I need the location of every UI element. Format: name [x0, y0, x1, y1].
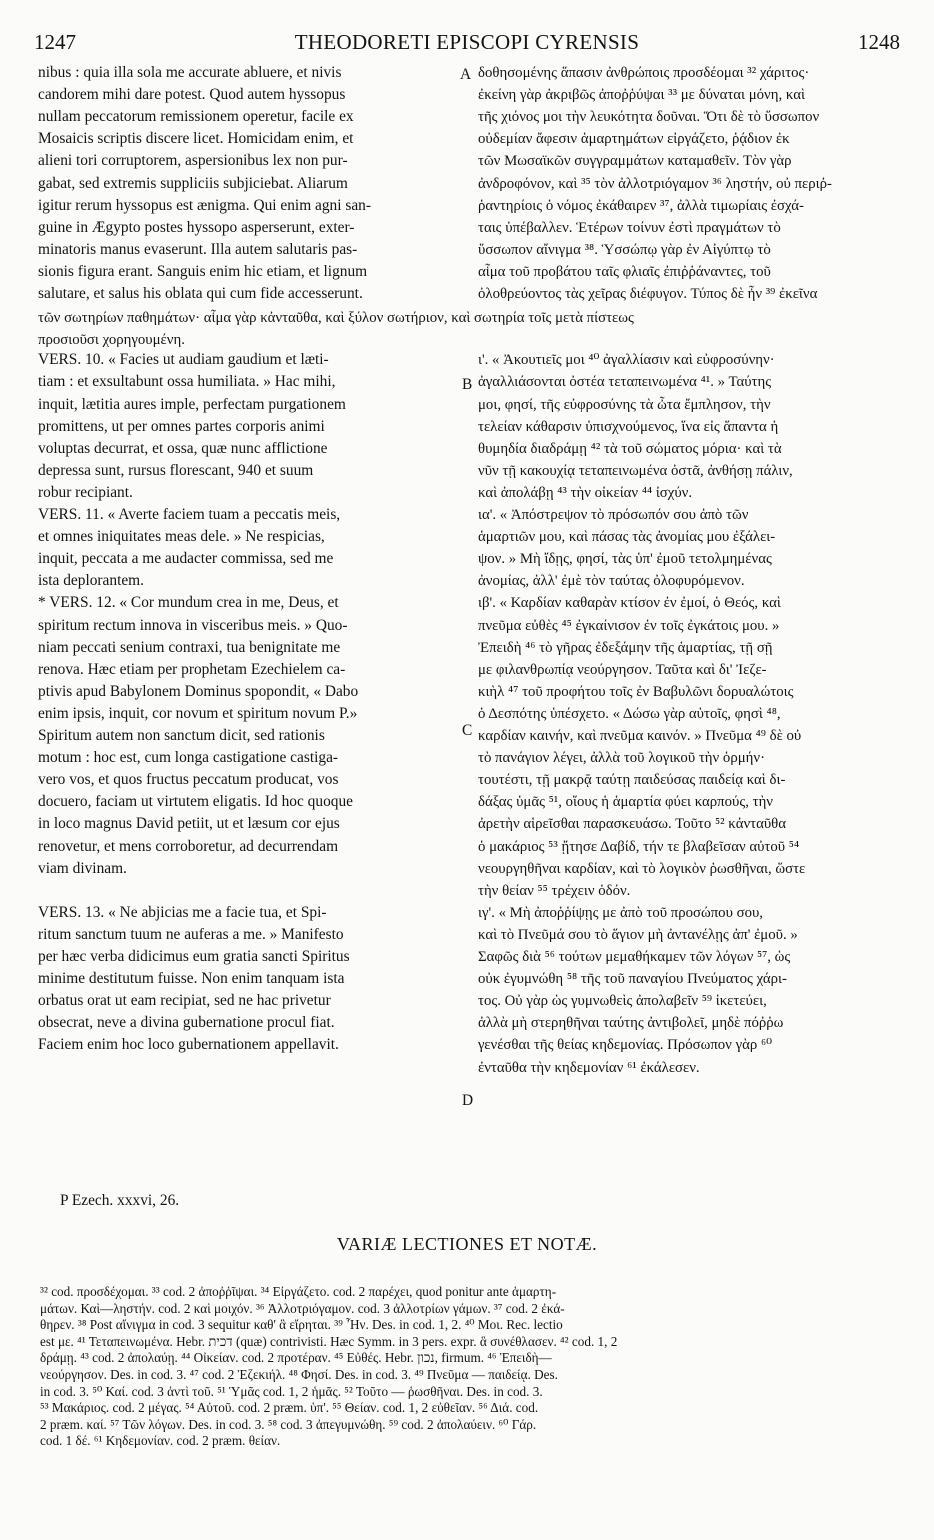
latin-text-line: nullam peccatorum remissionem operetur, facile ex	[38, 108, 354, 126]
latin-text-line: obsecrat, neve a divina gubernatione procul fiat.	[38, 1014, 335, 1032]
latin-text-line: VERS. 11. « Averte faciem tuam a peccatis meis,	[38, 506, 341, 523]
latin-text-line: minime destitutum fuisse. Non enim tanquam ista	[38, 970, 345, 988]
greek-text-line: ῥαντηρίοις ὁ νόμος ἐκάθαιρεν ³⁷, ἀλλὰ τιμωρίαις ἐσχά-	[478, 197, 804, 214]
greek-text-line: γενέσθαι τῆς θείας κηδεμονίας. Πρόσωπον γὰρ ⁶⁰	[478, 1037, 773, 1054]
latin-text-line: ptivis apud Babylonem Dominus spopondit, « Dabo	[38, 682, 359, 700]
latin-text-line: VERS. 10. « Facies ut audiam gaudium et læti-	[38, 351, 329, 369]
latin-text-line: inquit, lætitia aures imple, perfectam purgationem	[38, 395, 346, 413]
note-line: νεούργησον. Des. in cod. 3. ⁴⁷ cod. 2 Ἐζεκιήλ. ⁴⁸ Φησί. Des. in cod. 3. ⁴⁹ Πνεῦμα — παιδείᾳ. Des.	[40, 1367, 558, 1382]
greek-text-line: Ἐπειδὴ ⁴⁶ τὸ γῆρας ἐδεξάμην τῆς ἁμαρτίας, τῇ σῇ	[478, 639, 773, 656]
greek-text-line: ια'. « Ἀπόστρεψον τὸ πρόσωπόν σου ἀπὸ τῶν	[478, 507, 749, 523]
greek-text-line: τῶν Μωσαϊκῶν συγγραμμάτων καταμαθεῖν. Τὸν γὰρ	[478, 153, 792, 170]
greek-text-line: καρδίαν καινήν, καὶ πνεῦμα καινόν. » Πνεῦμα ⁴⁹ δὲ οὐ	[478, 728, 802, 744]
greek-text-line: με φιλανθρωπίᾳ νεούργησον. Ταῦτα καὶ δι' Ἰεζε-	[478, 661, 767, 678]
latin-text-line: in loco magnus David petiit, ut et læsum cor ejus	[38, 815, 340, 833]
latin-text-line: voluptas decurrat, et ossa, quæ nunc afflictione	[38, 439, 328, 457]
latin-text-line: robur recipiant.	[38, 483, 133, 501]
latin-text-line: orbatus orat ut eam recipiat, sed ne hac privetur	[38, 992, 331, 1010]
latin-text-line: per hæc verba didicimus eum gratia sancti Spiritus	[38, 948, 350, 965]
margin-mark-a: A	[460, 66, 472, 83]
greek-text-line: ψον. » Μὴ ἴδῃς, φησί, τὰς ὑπ' ἐμοῦ τετολμημένας	[478, 551, 772, 568]
greek-text-line: ταις ὑπέβαλλεν. Ἑτέρων τοίνυν ἐστὶ πραγμάτων τὸ	[478, 219, 781, 236]
page-number-right: 1248	[858, 30, 900, 54]
latin-text-line: depressa sunt, rursus florescant, 940 et suum	[38, 461, 314, 479]
latin-text-line: Faciem enim hoc loco gubernationem appellavit.	[38, 1036, 339, 1054]
greek-text-line: ἀλλὰ μὴ στερηθῆναι ταύτης ἀντιβολεῖ, μηδὲ πόῤῥω	[478, 1015, 784, 1032]
latin-text-line: alieni tori corruptorem, aspersionibus lex non pur-	[38, 152, 348, 170]
greek-text-line: ἀνομίας, ἀλλ' ἐμὲ τὸν ταύτας ὀλοφυρόμενον.	[478, 573, 745, 590]
note-line: in cod. 3. ⁵⁰ Καί. cod. 3 ἀντὶ τοῦ. ⁵¹ Ὑμᾶς cod. 1, 2 ἡμᾶς. ⁵² Τοῦτο — ῥωσθῆναι. Des. in cod. 3.	[40, 1383, 543, 1399]
latin-text-line: docuero, faciam ut virtutem eligatis. Id hoc quoque	[38, 793, 353, 811]
greek-text-line: τος. Οὐ γὰρ ὡς γυμνωθεὶς ἀπολαβεῖν ⁵⁹ ἱκετεύει,	[478, 993, 767, 1010]
greek-text-line: καὶ τὸ Πνεῦμά σου τὸ ἅγιον μὴ ἀντανέλῃς ἀπ' ἐμοῦ. »	[478, 926, 798, 943]
note-line: est με. ⁴¹ Τεταπεινωμένα. Hebr. דכית (quæ) contrivisti. Hæc Symm. in 3 pers. expr. ἃ συνέθλασεν. ⁴² cod. 1, 2	[40, 1333, 618, 1349]
latin-text-line: gabat, sed extremis suppliciis subjiciebat. Aliarum	[38, 174, 348, 192]
scripture-footnote: P Ezech. xxxvi, 26.	[60, 1192, 180, 1209]
greek-text-line: ἀρετὴν αἱρεῖσθαι παρασκευάσω. Τοῦτο ⁵² κἀνταῦθα	[478, 816, 787, 833]
note-line: cod. 1 δέ. ⁶¹ Κηδεμονίαν. cod. 2 præm. θείαν.	[40, 1433, 281, 1449]
latin-text-line: et omnes iniquitates meas dele. » Ne respicias,	[38, 528, 325, 546]
latin-text-line: Spiritum autem non sanctum dicit, sed rationis	[38, 727, 325, 744]
note-line: μάτων. Καὶ—ληστήν. cod. 2 καὶ μοιχόν. ³⁶ Ἀλλοτριόγαμον. cod. 3 ἀλλοτρίων γάμων. ³⁷ cod. 2 ἐκά-	[40, 1300, 565, 1316]
latin-text-line: motum : hoc est, cum longa castigatione castiga-	[38, 749, 339, 767]
greek-text-line: τελείαν κάθαρσιν ὑπισχνούμενος, ἵνα εἰς ἅπαντα ἡ	[478, 418, 779, 435]
greek-text-line: πνεῦμα εὐθὲς ⁴⁵ ἐγκαίνισον ἐν τοῖς ἐγκάτοις μου. »	[478, 617, 780, 634]
latin-text-line: nibus : quia illa sola me accurate abluere, et nivis	[38, 64, 342, 81]
greek-text-line: Σαφῶς διὰ ⁵⁶ τούτων μεμαθήκαμεν τῶν λόγων ⁵⁷, ὡς	[478, 949, 791, 965]
latin-text-line: sionis figura erant. Sanguis enim hic etiam, et lignum	[38, 262, 368, 280]
greek-text-line: ιγ'. « Μὴ ἀποῤῥίψῃς με ἀπὸ τοῦ προσώπου σου,	[478, 904, 764, 921]
greek-text-line: τὴν θείαν ⁵⁵ τρέχειν ὁδόν.	[478, 882, 631, 899]
latin-text-line: enim ipsis, inquit, cor novum et spiritum novum P.»	[38, 704, 358, 722]
note-line: 2 præm. καί. ⁵⁷ Τῶν λόγων. Des. in cod. 3. ⁵⁸ cod. 3 ἀπεγυμνώθη. ⁵⁹ cod. 2 ἀπολαύειν. ⁶⁰ Γάρ.	[40, 1416, 537, 1432]
greek-text-line: ἐνταῦθα τὴν κηδεμονίαν ⁶¹ ἐκάλεσεν.	[478, 1059, 700, 1076]
latin-text-line: vero vos, et quos fructus peccatum producat, vos	[38, 771, 339, 789]
greek-text-line: ἐκείνη γὰρ ἀκριβῶς ἀποῤῥύψαι ³³ με δύναται μόνη, καὶ	[478, 87, 805, 104]
greek-text-line: δάξας ὑμᾶς ⁵¹, οἵους ἡ ἁμαρτία φύει καρπούς, τὴν	[478, 794, 773, 811]
greek-text-line: ὁ μακάριος ⁵³ ᾔτησε Δαβίδ, τήν τε βλαβεῖσαν αὐτοῦ ⁵⁴	[478, 838, 800, 855]
latin-text-line: spiritum rectum innova in visceribus meis. » Quo-	[38, 616, 348, 634]
note-line: ⁵³ Μακάριος. cod. 2 μέγας. ⁵⁴ Αὐτοῦ. cod. 2 præm. ὑπ'. ⁵⁵ Θείαν. cod. 1, 2 εὐθεῖαν. ⁵⁶ Διά. cod.	[40, 1400, 539, 1416]
latin-text-line: guine in Ægypto postes hyssopo asperserunt, exter-	[38, 218, 355, 236]
margin-mark-d: D	[462, 1092, 474, 1109]
greek-text-line: δοθησομένης ἅπασιν ἀνθρώποις προσδέομαι ³² χάριτος·	[478, 65, 810, 81]
page-number-left: 1247	[34, 30, 76, 54]
latin-text-line: candorem mihi dare potest. Quod autem hyssopus	[38, 86, 346, 104]
note-line: ³² cod. προσδέχομαι. ³³ cod. 2 ἀποῤῥῖψαι. ³⁴ Εἰργάζετο. cod. 2 παρέχει, quod ponitur ante ἁμαρτη-	[40, 1284, 557, 1299]
greek-text-line: τῆς χιόνος μοι τὴν λευκότητα δοῦναι. Ὅτι δὲ τὸ ὕσσωπον	[478, 109, 820, 126]
latin-text-line: * VERS. 12. « Cor mundum crea in me, Deus, et	[38, 594, 339, 612]
greek-text-line: οὐδεμίαν ἄφεσιν ἁμαρτημάτων εἰργάζετο, ῥᾴδιον ἐκ	[478, 131, 790, 148]
full-width-text-line: τῶν σωτηρίων παθημάτων· αἷμα γὰρ κἀνταῦθα, καὶ ξύλον σωτήριον, καὶ σωτηρία τοῖς μετὰ πίστεως	[38, 310, 634, 326]
greek-text-line: νῦν τῇ κακουχίᾳ τεταπεινωμένα ὀστᾶ, ἀνθήσῃ πάλιν,	[478, 462, 793, 479]
greek-text-line: ὕσσωπον αἴνιγμα ³⁸. Ὑσσώπῳ γὰρ ἐν Αἰγύπτῳ τὸ	[478, 241, 771, 258]
greek-text-line: αἷμα τοῦ προβάτου ταῖς φλιαῖς ἐπιῤῥάναντες, τοῦ	[478, 263, 771, 280]
latin-text-line: tiam : et exsultabunt ossa humiliata. » Hac mihi,	[38, 373, 336, 391]
running-title: THEODORETI EPISCOPI CYRENSIS	[294, 30, 640, 54]
latin-text-line: renova. Hæc etiam per prophetam Ezechielem ca-	[38, 660, 346, 678]
margin-mark-b: B	[462, 376, 473, 393]
greek-text-line: νεουργηθῆναι καρδίαν, καὶ τὸ λογικὸν ῥωσθῆναι, ὥστε	[478, 860, 806, 877]
greek-text-line: μοι, φησί, τῆς εὐφροσύνης τὰ ὦτα ἔμπλησον, τὴν	[478, 396, 771, 413]
latin-text-line: VERS. 13. « Ne abjicias me a facie tua, et Spi-	[38, 903, 327, 921]
latin-text-line: viam divinam.	[38, 859, 127, 877]
latin-text-line: ista deplorantem.	[38, 572, 144, 590]
greek-text-line: ιβ'. « Καρδίαν καθαρὰν κτίσον ἐν ἐμοί, ὁ Θεός, καὶ	[478, 595, 781, 612]
page-header	[34, 30, 900, 56]
margin-mark-c: C	[462, 722, 473, 739]
greek-text-line: ἁμαρτιῶν μου, καὶ πάσας τὰς ἀνομίας μου ἐξάλει-	[478, 529, 776, 546]
greek-text-line: ι'. « Ἀκουτιεῖς μοι ⁴⁰ ἀγαλλίασιν καὶ εὐφροσύνην·	[478, 352, 775, 369]
latin-text-line: Mosaicis scriptis discere licet. Homicidam enim, et	[38, 130, 354, 148]
greek-text-line: ἀγαλλιάσονται ὀστέα τεταπεινωμένα ⁴¹. » Ταύτης	[478, 374, 772, 391]
latin-text-line: inquit, peccata a me audacter commissa, sed me	[38, 550, 334, 568]
greek-text-line: θυμηδία διαδράμῃ ⁴² τὰ τοῦ σώματος μόρια· καὶ τὰ	[478, 440, 782, 457]
greek-text-line: ὀλοθρεύοντος τὰς χεῖρας διέφυγον. Τύπος δὲ ἦν ³⁹ ἐκεῖνα	[478, 286, 818, 302]
notes-heading: VARIÆ LECTIONES ET NOTÆ.	[336, 1234, 598, 1254]
latin-text-line: igitur rerum hyssopus est ænigma. Qui enim agni san-	[38, 196, 371, 214]
latin-text-line: promittens, ut per omnes partes corporis animi	[38, 417, 325, 435]
greek-text-line: τὸ πανάγιον λέγει, ἀλλὰ τοῦ λογικοῦ τὴν ὁρμήν·	[478, 750, 766, 767]
latin-text-line: renovetur, et mens corroboretur, ad decurrendam	[38, 837, 339, 855]
full-width-text-line: προσιοῦσι χορηγουμένη.	[38, 332, 185, 348]
latin-text-line: salutare, et salus his oblata qui cum fide accesserunt.	[38, 285, 363, 302]
latin-text-line: niam peccati senium contraxi, tua benignitate me	[38, 638, 341, 656]
latin-text-line: ritum sanctum tuum ne auferas a me. » Manifesto	[38, 925, 344, 943]
latin-text-line: minatoris manus evaserunt. Illa autem salutaris pas-	[38, 240, 358, 258]
greek-text-line: τουτέστι, τῇ μακρᾷ ταύτῃ παιδεύσας παιδείᾳ καὶ δι-	[478, 772, 786, 789]
greek-text-line: ὁ Δεσπότης ὑπέσχετο. « Δώσω γὰρ αὐτοῖς, φησὶ ⁴⁸,	[478, 705, 781, 722]
greek-text-line: κιὴλ ⁴⁷ τοῦ προφήτου τοῖς ἐν Βαβυλῶνι δορυαλώτοις	[478, 683, 794, 700]
greek-text-line: οὐκ ἐγυμνώθη ⁵⁸ τῆς τοῦ παναγίου Πνεύματος χάρι-	[478, 971, 787, 988]
note-line: δράμῃ. ⁴³ cod. 2 ἀπολαύῃ. ⁴⁴ Οἰκείαν. cod. 2 προτέραν. ⁴⁵ Εὐθές. Hebr. נכון, firmum. ⁴⁶ Ἐπειδὴ—	[40, 1350, 552, 1366]
greek-text-line: ἀνδροφόνον, καὶ ³⁵ τὸν ἀλλοτριόγαμον ³⁶ ληστήν, οὐ περιῤ-	[478, 175, 832, 192]
greek-text-line: καὶ ἀπολάβῃ ⁴³ τὴν οἰκείαν ⁴⁴ ἰσχύν.	[478, 484, 693, 501]
note-line: θηρεν. ³⁸ Post αἴνιγμα in cod. 3 sequitur καθ' ἃ εἴρηται. ³⁹ Ἦν. Des. in cod. 1, 2. ⁴⁰ Μοι. Rec. lectio	[40, 1317, 563, 1333]
